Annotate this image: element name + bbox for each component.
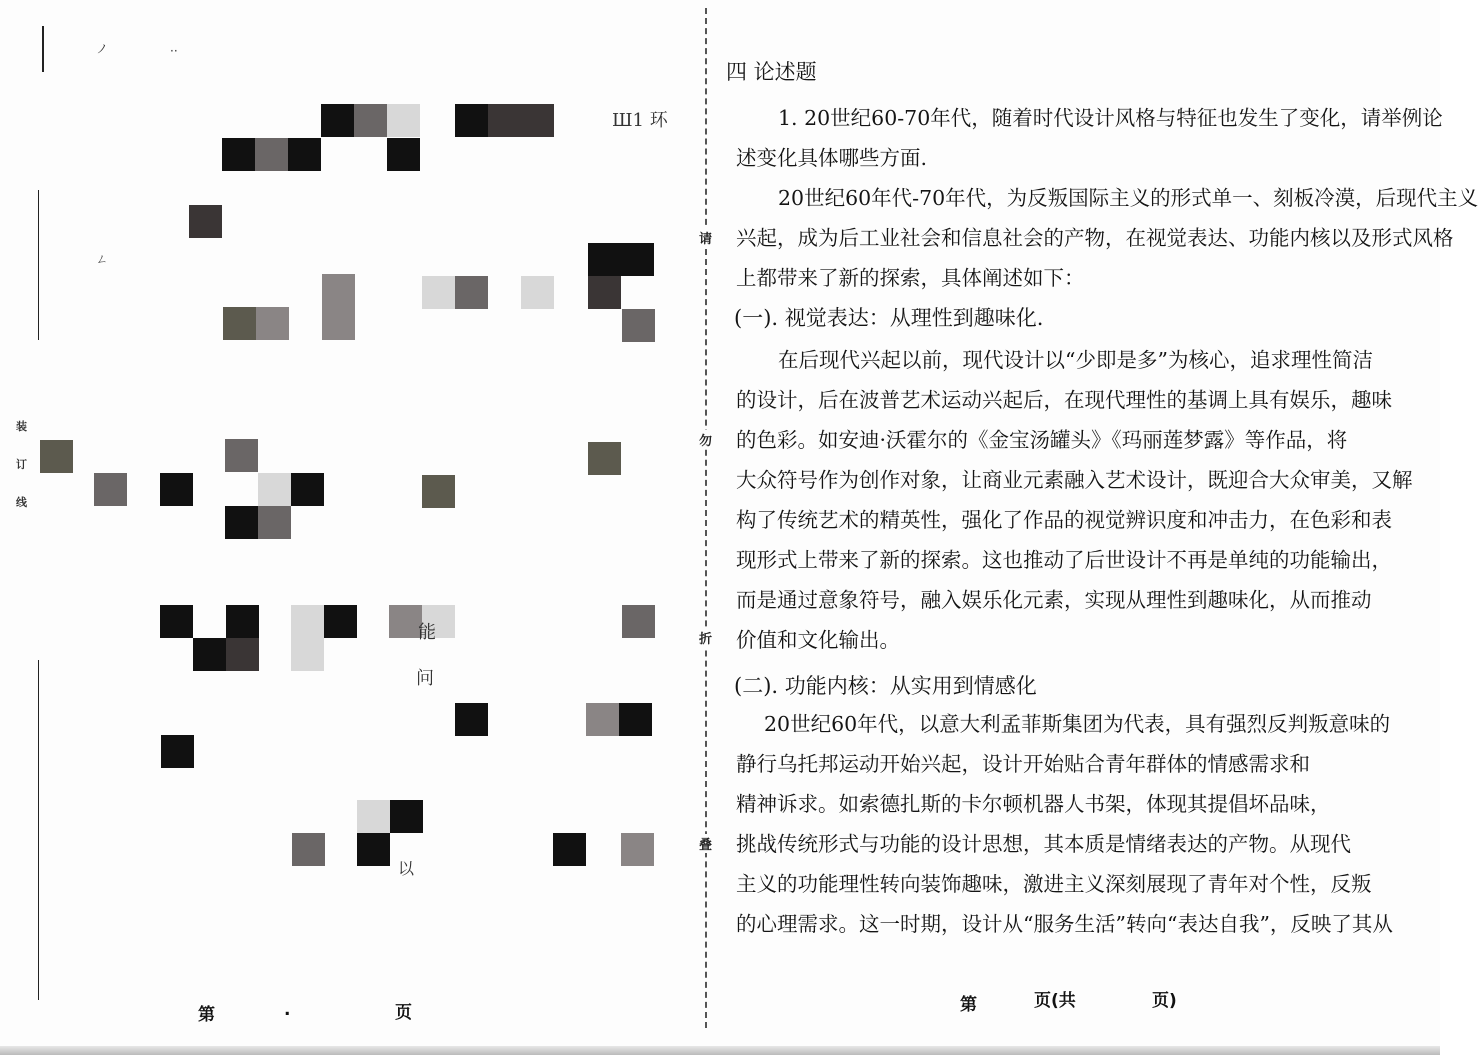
footer-ye-close-label: 页) <box>1152 991 1177 1011</box>
redaction-block <box>588 276 621 309</box>
right-page <box>712 0 1478 1055</box>
section2-line: 的心理需求。这一时期，设计从“服务生活”转向“表达自我”，反映了其从 <box>736 912 1393 936</box>
redaction-block <box>521 104 554 137</box>
redaction-block <box>322 274 355 307</box>
page-bottom-shadow <box>0 1046 1440 1055</box>
section2-line: 静行乌托邦运动开始兴起，设计开始贴合青年群体的情感需求和 <box>736 752 1310 776</box>
redaction-block <box>225 439 258 472</box>
redaction-block <box>586 703 619 736</box>
redaction-block <box>622 605 655 638</box>
binding-line-top <box>42 26 44 72</box>
redaction-block <box>222 138 255 171</box>
redaction-block <box>256 307 289 340</box>
text-fragment: 问 <box>416 668 434 689</box>
section2-line: 挑战传统形式与功能的设计思想，其本质是情绪表达的产物。从现代 <box>736 832 1351 856</box>
redaction-block <box>622 309 655 342</box>
redaction-block <box>422 475 455 508</box>
redaction-block <box>160 605 193 638</box>
intro-line: 兴起，成为后工业社会和信息社会的产物，在视觉表达、功能内核以及形式风格 <box>736 226 1454 250</box>
question-text <box>736 98 1443 178</box>
redaction-block <box>225 506 258 539</box>
redaction-block <box>292 833 325 866</box>
seam-char-wu: 勿 <box>699 430 712 449</box>
redaction-block <box>321 104 354 137</box>
section2-paragraph <box>736 704 1404 944</box>
redaction-block <box>390 800 423 833</box>
ink-speck: ノ <box>96 42 109 56</box>
redaction-block <box>291 638 324 671</box>
redaction-block <box>422 276 455 309</box>
section2-line: 20世纪60年代，以意大利孟菲斯集团为代表，具有强烈反判叛意味的 <box>764 712 1391 736</box>
section1-line: 而是通过意象符号，融入娱乐化元素，实现从理性到趣味化，从而推动 <box>736 588 1372 612</box>
redaction-block <box>160 473 193 506</box>
redaction-block <box>40 440 73 473</box>
text-fragment: 能 <box>418 622 436 643</box>
intro-paragraph <box>736 178 1478 298</box>
redaction-block <box>193 638 226 671</box>
binding-line-mid <box>38 190 39 340</box>
redaction-block <box>226 638 259 671</box>
fold-seam <box>705 8 707 1028</box>
redaction-block <box>455 276 488 309</box>
redaction-block <box>621 243 654 276</box>
redaction-block <box>588 442 621 475</box>
seam-char-qing: 请 <box>699 228 712 247</box>
redaction-block <box>291 605 324 638</box>
section1-heading: (一). 视觉表达：从理性到趣味化. <box>734 306 1044 330</box>
redaction-block <box>258 473 291 506</box>
section1-line: 的设计，后在波普艺术运动兴起后，在现代理性的基调上具有娱乐，趣味 <box>736 388 1392 412</box>
section2-line: 精神诉求。如索德扎斯的卡尔顿机器人书架，体现其提倡坏品味， <box>736 792 1331 816</box>
seam-char-die: 叠 <box>699 834 712 853</box>
redaction-block <box>258 506 291 539</box>
binding-char-ding: 订 <box>16 458 27 471</box>
redaction-block <box>223 307 256 340</box>
section1-line: 在后现代兴起以前，现代设计以“少即是多”为核心，追求理性简洁 <box>778 348 1373 372</box>
redaction-block <box>588 243 621 276</box>
redaction-block <box>387 138 420 171</box>
redaction-block <box>619 703 652 736</box>
footer-ye-gong-label: 页(共 <box>1034 991 1076 1011</box>
binding-char-xian: 线 <box>16 496 27 509</box>
redaction-block <box>488 104 521 137</box>
redaction-block <box>94 473 127 506</box>
section-title: 四 论述题 <box>726 60 817 84</box>
left-page <box>0 0 700 1055</box>
redaction-block <box>387 104 420 137</box>
redaction-block <box>455 104 488 137</box>
footer-page-label: 第 <box>198 1005 215 1025</box>
footer-di-label: 第 <box>960 995 977 1015</box>
section1-line: 大众符号作为创作对象，让商业元素融入艺术设计，既迎合大众审美，又解 <box>736 468 1413 492</box>
binding-line-bottom <box>38 660 39 1000</box>
redaction-block <box>357 800 390 833</box>
redaction-block <box>354 104 387 137</box>
redaction-block <box>553 833 586 866</box>
section2-line: 主义的功能理性转向装饰趣味，激进主义深刻展现了青年对个性，反叛 <box>736 872 1372 896</box>
corner-note: Ш1 环 <box>612 110 668 131</box>
ink-speck: ·· <box>170 44 178 58</box>
intro-line: 20世纪60年代-70年代，为反叛国际主义的形式单一、刻板冷漠，后现代主义 <box>778 186 1478 210</box>
intro-line: 上都带来了新的探索，具体阐述如下： <box>736 266 1085 290</box>
section1-line: 现形式上带来了新的探索。这也推动了后世设计不再是单纯的功能输出， <box>736 548 1392 572</box>
redaction-block <box>226 605 259 638</box>
seam-char-zhe: 折 <box>699 628 712 647</box>
binding-char-zhuang: 装 <box>16 420 27 433</box>
redaction-block <box>291 473 324 506</box>
redaction-block <box>288 138 321 171</box>
redaction-block <box>322 307 355 340</box>
redaction-block <box>161 735 194 768</box>
section1-paragraph <box>736 340 1413 660</box>
redaction-block <box>324 605 357 638</box>
section2-heading: (二). 功能内核：从实用到情感化 <box>734 674 1037 698</box>
redaction-block <box>521 276 554 309</box>
footer-dot: . <box>284 1000 291 1020</box>
text-fragment: 以 <box>398 859 415 878</box>
section1-line: 的色彩。如安迪·沃霍尔的《金宝汤罐头》《玛丽莲梦露》等作品，将 <box>736 428 1348 452</box>
ink-speck: ㄥ <box>96 252 109 266</box>
question-line: 1. 20世纪60-70年代，随着时代设计风格与特征也发生了变化，请举例论 <box>778 106 1443 130</box>
redaction-block <box>621 833 654 866</box>
section1-line: 构了传统艺术的精英性，强化了作品的视觉辨识度和冲击力，在色彩和表 <box>736 508 1392 532</box>
redaction-block <box>357 833 390 866</box>
footer-ye-label: 页 <box>395 1003 412 1023</box>
redaction-block <box>189 205 222 238</box>
question-line: 述变化具体哪些方面. <box>736 146 928 170</box>
redaction-block <box>255 138 288 171</box>
redaction-block <box>455 703 488 736</box>
section1-line: 价值和文化输出。 <box>736 628 900 652</box>
